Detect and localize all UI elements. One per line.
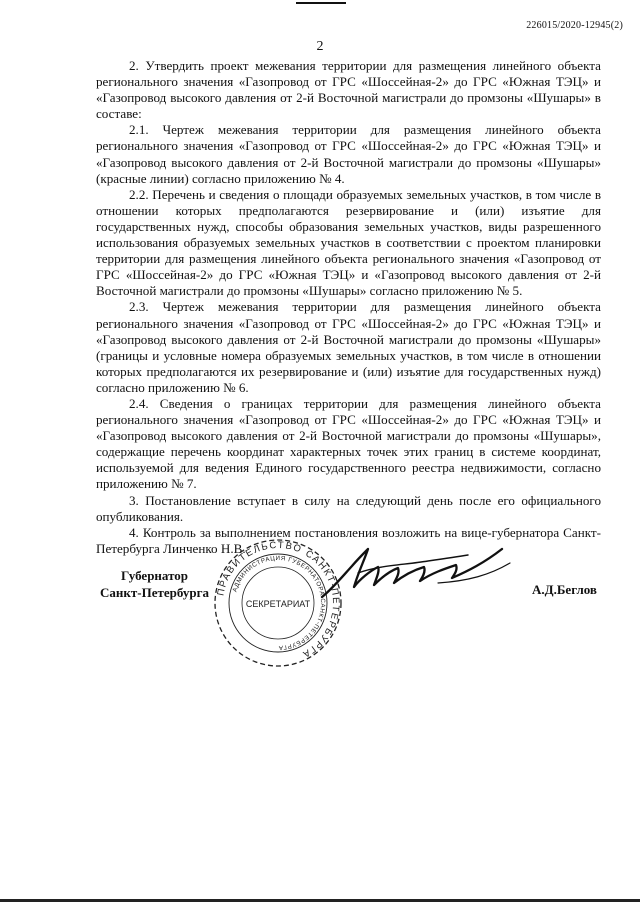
page-number: 2 (316, 39, 324, 54)
stamp-outer-text: ПРАВИТЕЛЬСТВО САНКТ-ПЕТЕРБУРГА (215, 539, 342, 661)
paragraph-2-2: 2.2. Перечень и сведения о площади образуемых земельных участков, в том числе в отношении которых предполагаются резервирование и (или) изъятие для государственных нужд, способы образования земельных участков, виды разрешенного использования образуемых земельных участков в соответствии с проектом планировки территории для размещения линейного объекта регионального значения «Газопровод от ГРС «Шоссейная-2» до ГРС «Южная ТЭЦ» и «Газопровод высокого давления от 2-й Восточной магистрали до промзоны «Шушары» согласно приложению № 5. (96, 186, 601, 299)
paragraph-2: 2. Утвердить проект межевания территории для размещения линейного объекта регионального значения «Газопровод от ГРС «Шоссейная-2» до ГРС «Южная ТЭЦ» и «Газопровод высокого давления от 2-й Восточной магистрали до промзоны «Шушары» в составе: (96, 58, 601, 122)
document-number: 226015/2020-12945(2) (526, 20, 623, 31)
stamp-inner-text: АДМИНИСТРАЦИЯ ГУБЕРНАТОРА САНКТ-ПЕТЕРБУРГА (231, 554, 327, 652)
paragraph-2-4: 2.4. Сведения о границах территории для размещения линейного объекта регионального значения «Газопровод от ГРС «Шоссейная-2» до ГРС «Южная ТЭЦ» и «Газопровод высокого давления от 2-й Восточной магистрали до промзоны «Шушары», содержащие перечень координат характерных точек этих границ в системе координат, используемой для ведения Единого государственного реестра недвижимости, согласно приложению № 7. (96, 395, 601, 492)
stamp-center-text: СЕКРЕТАРИАТ (245, 599, 311, 609)
signatory-title (100, 567, 209, 601)
handwritten-signature (318, 535, 518, 610)
document-body (96, 58, 601, 557)
signatory-title-line2: Санкт-Петербурга (100, 585, 209, 600)
page-bottom-edge (0, 899, 640, 902)
signatory-title-line1: Губернатор (120, 568, 189, 583)
signatory-name: А.Д.Беглов (532, 582, 597, 597)
paragraph-2-3: 2.3. Чертеж межевания территории для размещения линейного объекта регионального значения «Газопровод от ГРС «Шоссейная-2» до ГРС «Южная ТЭЦ» и «Газопровод высокого давления от 2-й Восточной магистрали до промзоны «Шушары» (границы и условные номера образуемых земельных участков, в том числе в отношении которых предполагаются их резервирование и (или) изъятие для государственных нужд) согласно приложению № 6. (96, 299, 601, 395)
paragraph-2-1: 2.1. Чертеж межевания территории для размещения линейного объекта регионального значения «Газопровод от ГРС «Шоссейная-2» до ГРС «Южная ТЭЦ» и «Газопровод высокого давления от 2-й Восточной магистрали до промзоны «Шушары» (красные линии) согласно приложению № 4. (96, 122, 601, 186)
paragraph-4: 4. Контроль за выполнением постановления возложить на вице-губернатора Санкт-Петербурга Линченко Н.В. (96, 524, 601, 556)
paragraph-3: 3. Постановление вступает в силу на следующий день после его официального опубликования. (96, 492, 601, 524)
top-edge-mark (296, 2, 346, 4)
